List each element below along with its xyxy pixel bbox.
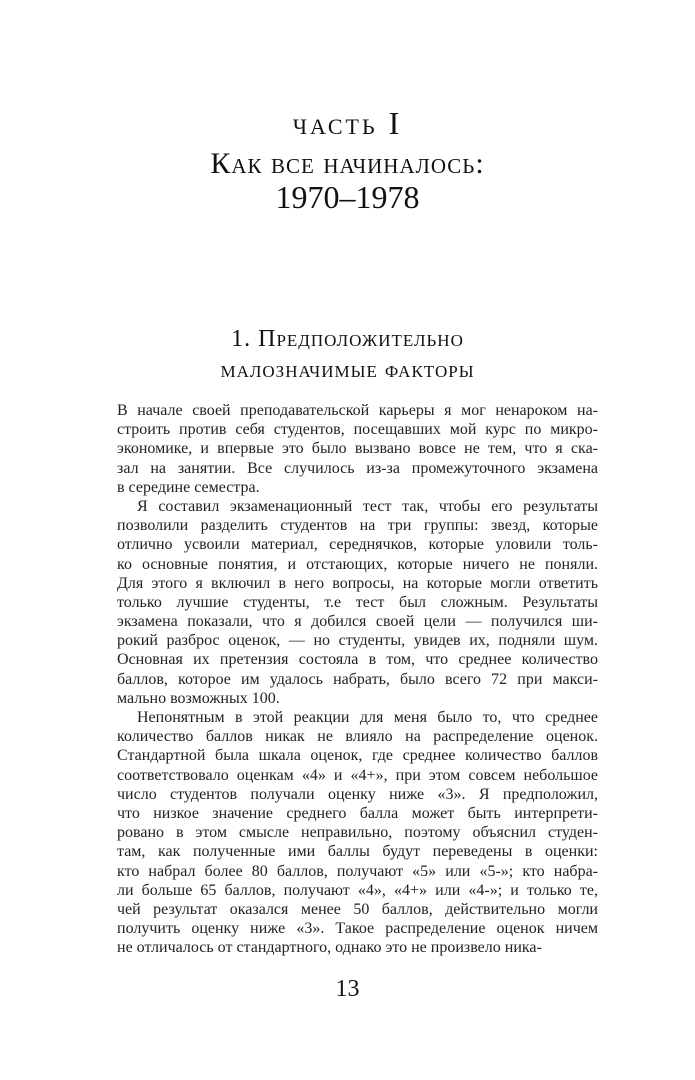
text-line: баллов, которое им удалось набрать, было всего 72 при макси- [117,670,598,688]
text-line: мально возможных 100. [117,689,280,707]
text-line: не отличалось от стандартного, однако это не произвело ника- [117,939,542,957]
text-line: кто набрал более 80 баллов, получают «5» или «5-»; кто набра- [117,862,598,880]
text-line: Я составил экзаменационный тест так, чтобы его результаты [137,497,598,515]
text-line: рокий разброс оценок, — но студенты, увидев их, подняли шум. [117,632,598,650]
text-line: отлично усвоили материал, середнячков, которые уловили толь- [117,536,598,554]
part-label: часть I [292,105,403,141]
text-line: строить против себя студентов, посещавших мой курс по микро- [117,421,598,439]
text-line: Для этого я включил в него вопросы, на которые могли ответить [117,574,598,592]
part-title: Как все начиналось: [210,147,485,180]
text-line: чей результат оказался менее 50 баллов, действительно могли [117,900,598,918]
text-line: ровано в этом смысле неправильно, поэтому объяснил студен- [117,824,598,842]
part-years: 1970–1978 [275,179,420,215]
text-line: ко основные понятия, и отстающих, которые ничего не поняли. [117,555,598,573]
text-line: позволили разделить студентов на три группы: звезд, которые [117,517,598,535]
text-line: В начале своей преподавательской карьеры я мог ненароком на- [117,402,598,419]
chapter-title-line-1: 1. Предположительно [231,326,464,352]
chapter-title-line-2: малозначимые факторы [220,357,475,383]
text-line: в середине семестра. [117,478,260,496]
text-line: Стандартной была шкала оценок, где среднее количество баллов [117,747,598,765]
text-line: только лучшие студенты, т.е тест был сложным. Результаты [117,593,598,611]
text-line: Основная их претензия состояла в том, что среднее количество [117,651,598,669]
text-line: экзамена показали, что я добился своей цели — получился ши- [117,613,598,631]
text-line: что низкое значение среднего балла может быть интерпрети- [117,804,598,822]
body-text [117,401,598,957]
text-line: количество баллов никак не влияло на распределение оценок. [117,728,598,746]
text-line: соответствовало оценкам «4» и «4+», при этом совсем небольшое [117,766,598,784]
text-line: число студентов получали оценку ниже «3». Я предположил, [117,785,598,803]
text-line: зал на занятии. Все случилось из-за промежуточного экзамена [117,459,598,477]
text-line: там, как полученные ими баллы будут переведены в оценки: [117,843,598,861]
text-line: получить оценку ниже «3». Такое распределение оценок ничем [117,920,598,938]
text-line: Непонятным в этой реакции для меня было то, что среднее [137,709,598,726]
text-line: экономике, и впервые это было вызвано вовсе не тем, что я ска- [117,440,598,458]
text-line: ли больше 65 баллов, получают «4», «4+» или «4-»; и только те, [117,881,598,899]
page-number: 13 [335,976,360,1002]
